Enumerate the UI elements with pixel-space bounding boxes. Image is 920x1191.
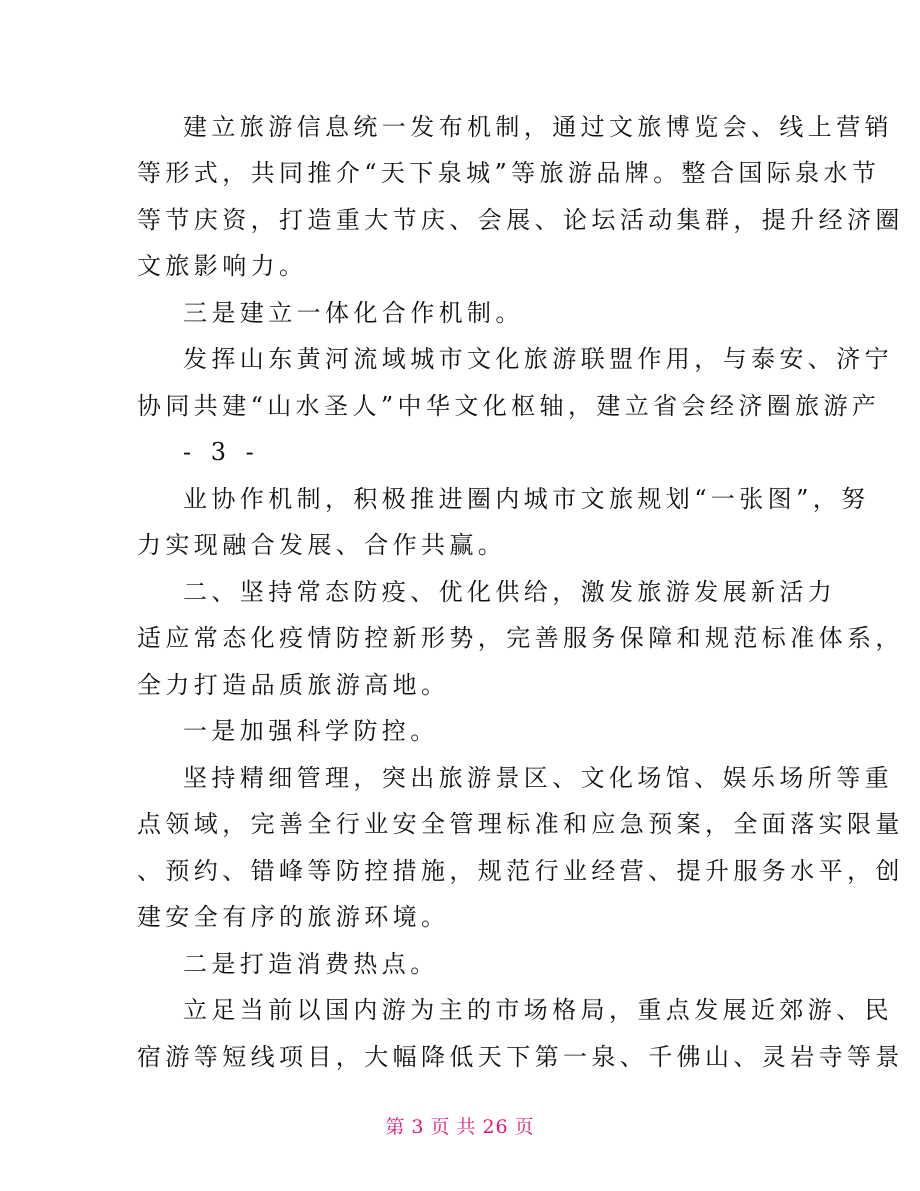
section-heading: 三是建立一体化合作机制。: [183, 299, 524, 327]
paragraph-line: 等节庆资，打造重大节庆、会展、论坛活动集群，提升经济圈: [137, 206, 904, 234]
paragraph-line: 宿游等短线项目，大幅降低天下第一泉、千佛山、灵岩寺等景: [137, 1043, 904, 1071]
footer-page-label: 页: [430, 1116, 451, 1138]
footer-total-label: 共: [456, 1116, 477, 1138]
page-footer: [0, 1112, 920, 1139]
paragraph-line: 协同共建“山水圣人”中华文化枢轴，建立省会经济圈旅游产: [137, 392, 881, 420]
footer-suffix: 页: [514, 1116, 535, 1138]
paragraph-line: 点领域，完善全行业安全管理标准和应急预案，全面落实限量: [137, 810, 904, 838]
paragraph-line: 力实现融合发展、合作共赢。: [137, 531, 507, 559]
footer-total-pages: 26: [482, 1116, 509, 1138]
footer-prefix: 第: [385, 1116, 406, 1138]
paragraph-line: 建立旅游信息统一发布机制，通过文旅博览会、线上营销: [183, 113, 893, 141]
section-heading: 一是加强科学防控。: [183, 717, 439, 745]
paragraph-line: 坚持精细管理，突出旅游景区、文化场馆、娱乐场所等重: [183, 764, 893, 792]
paragraph-line: 发挥山东黄河流域城市文化旅游联盟作用，与泰安、济宁: [183, 345, 893, 373]
paragraph-line: 业协作机制，积极推进圈内城市文旅规划“一张图”，努: [183, 485, 870, 513]
paragraph-line: 、预约、错峰等防控措施，规范行业经营、提升服务水平，创: [137, 857, 904, 885]
paragraph-line: 立足当前以国内游为主的市场格局，重点发展近郊游、民: [183, 996, 893, 1024]
paragraph-line: 建安全有序的旅游环境。: [137, 903, 450, 931]
footer-page-number: 3: [411, 1116, 425, 1138]
paragraph-line: 等形式，共同推介“天下泉城”等旅游品牌。整合国际泉水节: [137, 159, 881, 187]
paragraph-line: 全力打造品质旅游高地。: [137, 671, 450, 699]
section-heading: 二、坚持常态防疫、优化供给，激发旅游发展新活力: [183, 578, 837, 606]
paragraph-line: 文旅影响力。: [137, 252, 308, 280]
paragraph-line: 适应常态化疫情防控新形势，完善服务保障和规范标准体系，: [137, 624, 904, 652]
section-heading: 二是打造消费热点。: [183, 950, 439, 978]
inline-page-number: - 3 -: [183, 438, 260, 466]
